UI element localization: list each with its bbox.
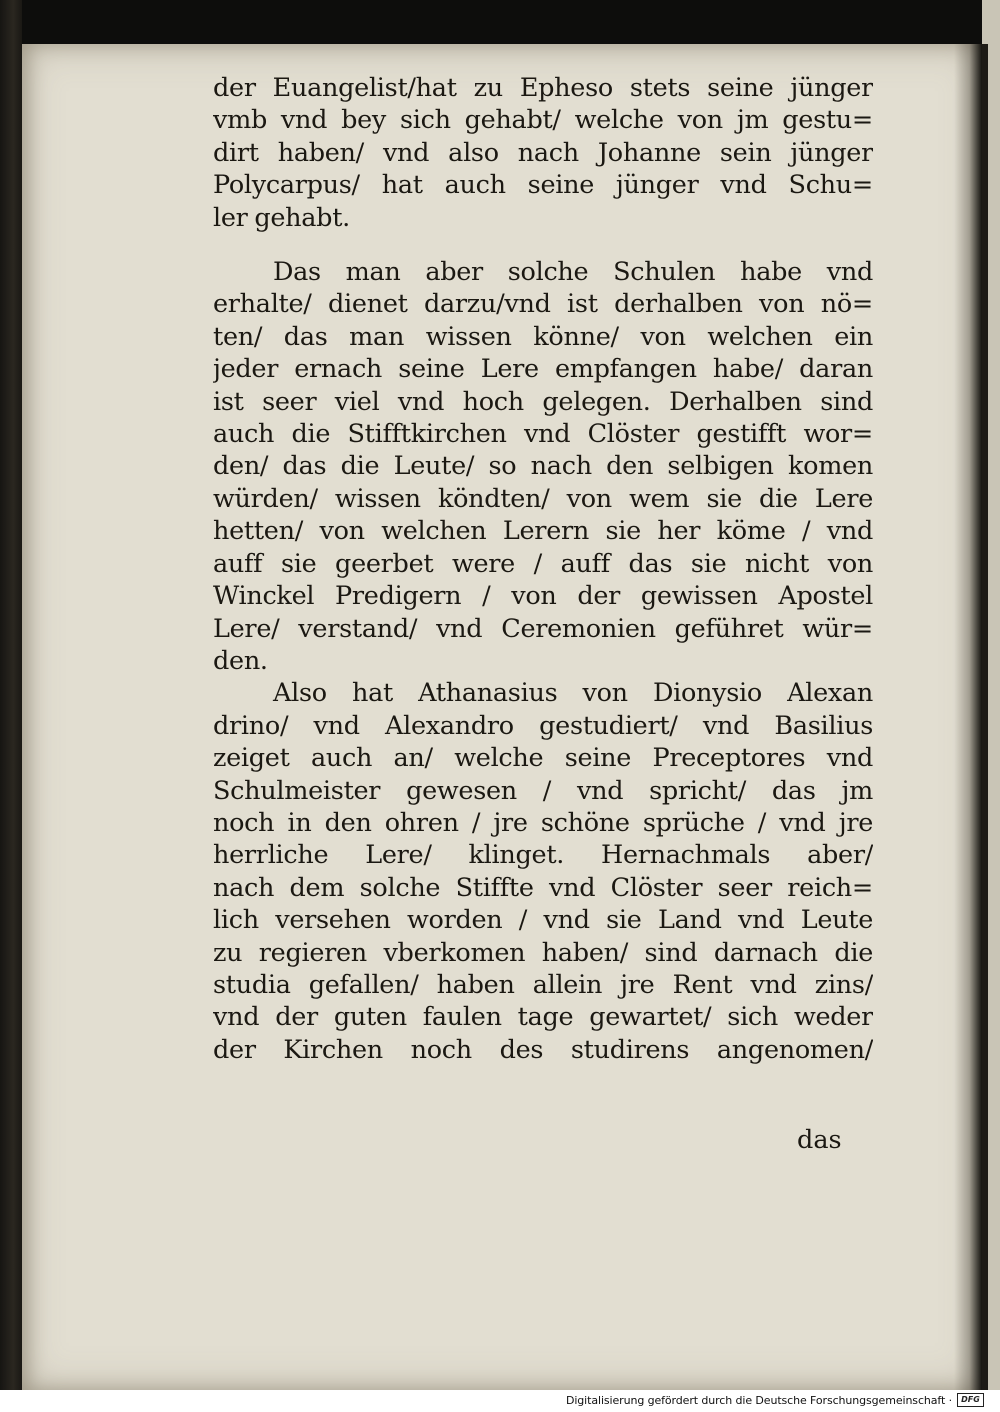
text-line: ist seer viel vnd hoch gelegen. Derhalben sind <box>213 386 873 417</box>
text-line: zu regieren vberkomen haben/ sind darnach die <box>213 937 873 968</box>
text-line: der Kirchen noch des studirens angenomen/ <box>213 1034 873 1065</box>
text-line: vnd der guten faulen tage gewartet/ sich weder <box>213 1002 873 1033</box>
text-line: würden/ wissen köndten/ von wem sie die Lere <box>213 483 873 514</box>
text-line: Winckel Predigern / von der gewissen Apostel <box>213 581 873 612</box>
book-spine-edge <box>0 0 22 1390</box>
dfg-logo-icon: DFG <box>957 1393 984 1407</box>
text-line: jeder ernach seine Lere empfangen habe/ daran <box>213 354 873 385</box>
catchword: das <box>797 1125 842 1155</box>
text-line: auff sie geerbet were / auff das sie nicht von <box>213 548 873 579</box>
page-edge-shadow <box>982 44 988 1390</box>
text-line: dirt haben/ vnd also nach Johanne sein jünger <box>213 137 873 168</box>
paragraph-gap <box>213 234 873 256</box>
text-line: vmb vnd bey sich gehabt/ welche von jm gestu= <box>213 105 873 136</box>
digitization-footer <box>0 1390 1000 1412</box>
funding-notice: Digitalisierung gefördert durch die Deutsche Forschungsgemeinschaft · <box>565 1394 952 1407</box>
text-line: noch in den ohren / jre schöne sprüche / vnd jre <box>213 807 873 838</box>
text-line: nach dem solche Stiffte vnd Clöster seer reich= <box>213 872 873 903</box>
text-line: Das man aber solche Schulen habe vnd <box>273 257 873 288</box>
text-line: herrliche Lere/ klinget. Hernachmals aber/ <box>213 840 873 871</box>
text-line: ten/ das man wissen könne/ von welchen ein <box>213 321 873 352</box>
paragraph-1 <box>213 72 873 234</box>
text-line: lich versehen worden / vnd sie Land vnd Leute <box>213 905 873 936</box>
text-line: Polycarpus/ hat auch seine jünger vnd Schu= <box>213 170 873 201</box>
text-line: studia gefallen/ haben allein jre Rent vnd zins/ <box>213 969 873 1000</box>
body-text <box>213 72 873 1066</box>
text-line: Schulmeister gewesen / vnd spricht/ das jm <box>213 775 873 806</box>
text-line: Lere/ verstand/ vnd Ceremonien geführet wür= <box>213 613 873 644</box>
text-line: drino/ vnd Alexandro gestudiert/ vnd Basilius <box>213 710 873 741</box>
text-line: der Euangelist/hat zu Epheso stets seine jünger <box>213 73 873 103</box>
text-line: zeiget auch an/ welche seine Preceptores vnd <box>213 743 873 774</box>
text-line: hetten/ von welchen Lerern sie her köme / vnd <box>213 516 873 547</box>
paragraph-3 <box>213 677 873 1066</box>
text-line: Also hat Athanasius von Dionysio Alexan <box>273 678 873 709</box>
text-line: erhalte/ dienet darzu/vnd ist derhalben von nö= <box>213 289 873 320</box>
adjacent-page-edge <box>982 0 1000 1390</box>
text-line: ler gehabt. <box>213 202 350 233</box>
text-line: den/ das die Leute/ so nach den selbigen komen <box>213 451 873 482</box>
paragraph-2 <box>213 256 873 677</box>
page-fold-shadow <box>954 44 982 1390</box>
text-line: auch die Stifftkirchen vnd Clöster gestifft wor= <box>213 419 873 450</box>
text-line: den. <box>213 645 268 676</box>
